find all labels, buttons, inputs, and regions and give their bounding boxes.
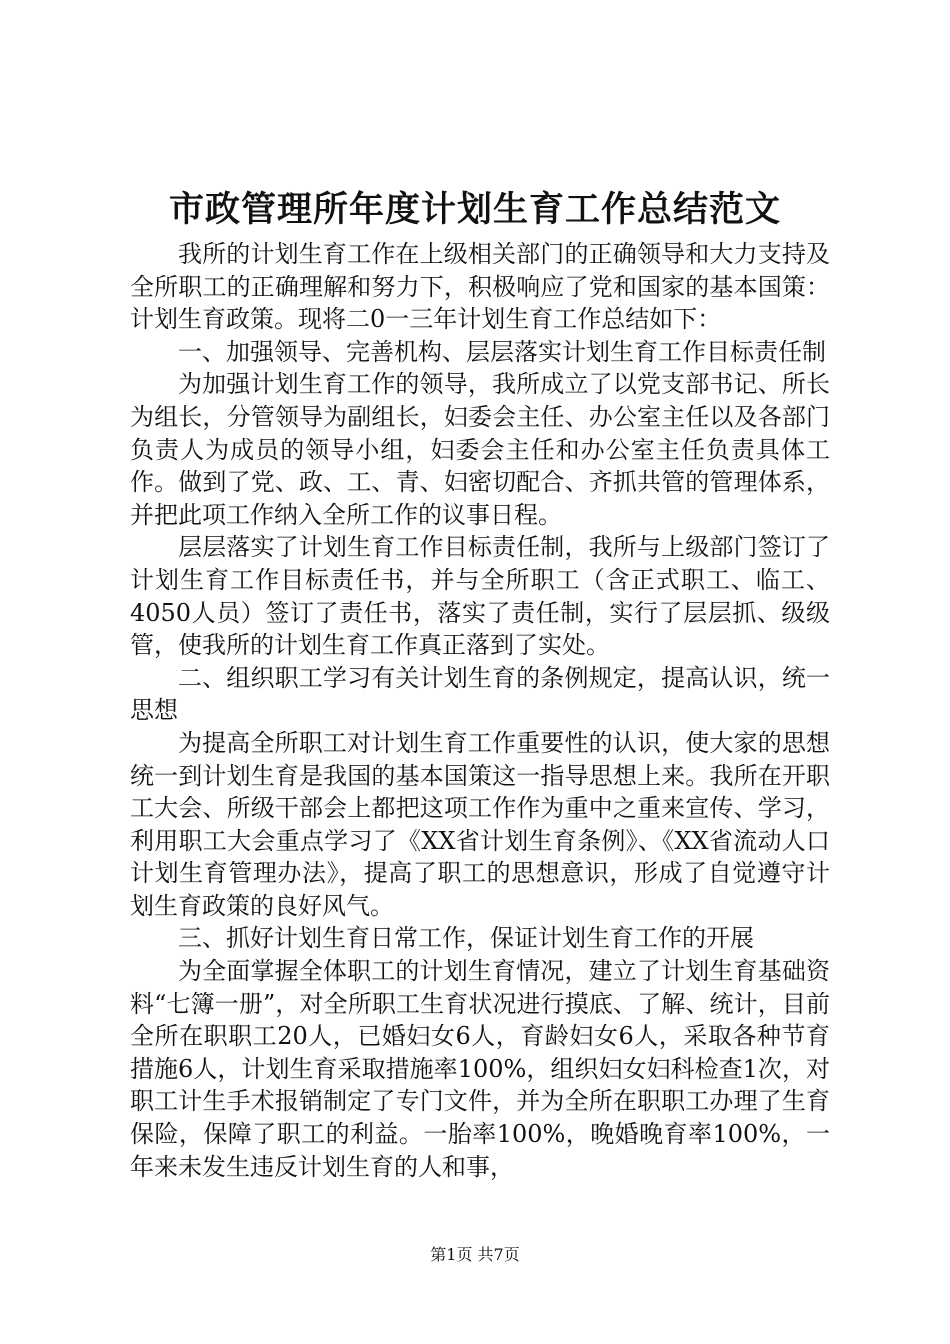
paragraph-responsibility: 层层落实了计划生育工作目标责任制，我所与上级部门签订了计划生育工作目标责任书，并与全所职工（含正式职工、临工、4050人员）签订了责任书，落实了责任制，实行了层层抓、级级管，使我所的计划生育工作真正落到了实处。 [130, 533, 830, 660]
paragraph-study: 为提高全所职工对计划生育工作重要性的认识，使大家的思想统一到计划生育是我国的基本国策这一指导思想上来。我所在开职工大会、所级干部会上都把这项工作作为重中之重来宣传、学习，利用职工大会重点学习了《XX省计划生育条例》、《XX省流动人口计划生育管理办法》，提高了职工的思想意识，形成了自觉遵守计划生育政策的良好风气。 [130, 728, 830, 920]
paragraph-intro: 我所的计划生育工作在上级相关部门的正确领导和大力支持及全所职工的正确理解和努力下，积极响应了党和国家的基本国策：计划生育政策。现将二0一三年计划生育工作总结如下： [130, 240, 830, 334]
document-title: 市政管理所年度计划生育工作总结范文 [168, 189, 781, 230]
document-body [130, 238, 830, 1183]
section-heading-3: 三、抓好计划生育日常工作，保证计划生育工作的开展 [178, 924, 754, 953]
section-heading-1: 一、加强领导、完善机构、层层落实计划生育工作目标责任制 [178, 337, 826, 366]
paragraph-daily-work: 为全面掌握全体职工的计划生育情况，建立了计划生育基础资料“七簿一册”，对全所职工生育状况进行摸底、了解、统计，目前全所在职职工20人，已婚妇女6人，育龄妇女6人，采取各种节育措施6人，计划生育采取措施率100%，组织妇女妇科检查1次，对职工计生手术报销制定了专门文件，并为全所在职职工办理了生育保险，保障了职工的利益。一胎率100%，晚婚晚育率100%，一年来未发生违反计划生育的人和事， [130, 957, 830, 1181]
page-footer: 第1页 共7页 [430, 1245, 520, 1264]
paragraph-leadership: 为加强计划生育工作的领导，我所成立了以党支部书记、所长为组长，分管领导为副组长，妇委会主任、办公室主任以及各部门负责人为成员的领导小组，妇委会主任和办公室主任负责具体工作。做到了党、政、工、青、妇密切配合、齐抓共管的管理体系，并把此项工作纳入全所工作的议事日程。 [130, 370, 830, 529]
section-heading-2: 二、组织职工学习有关计划生育的条例规定，提高认识，统一思想 [130, 663, 830, 725]
